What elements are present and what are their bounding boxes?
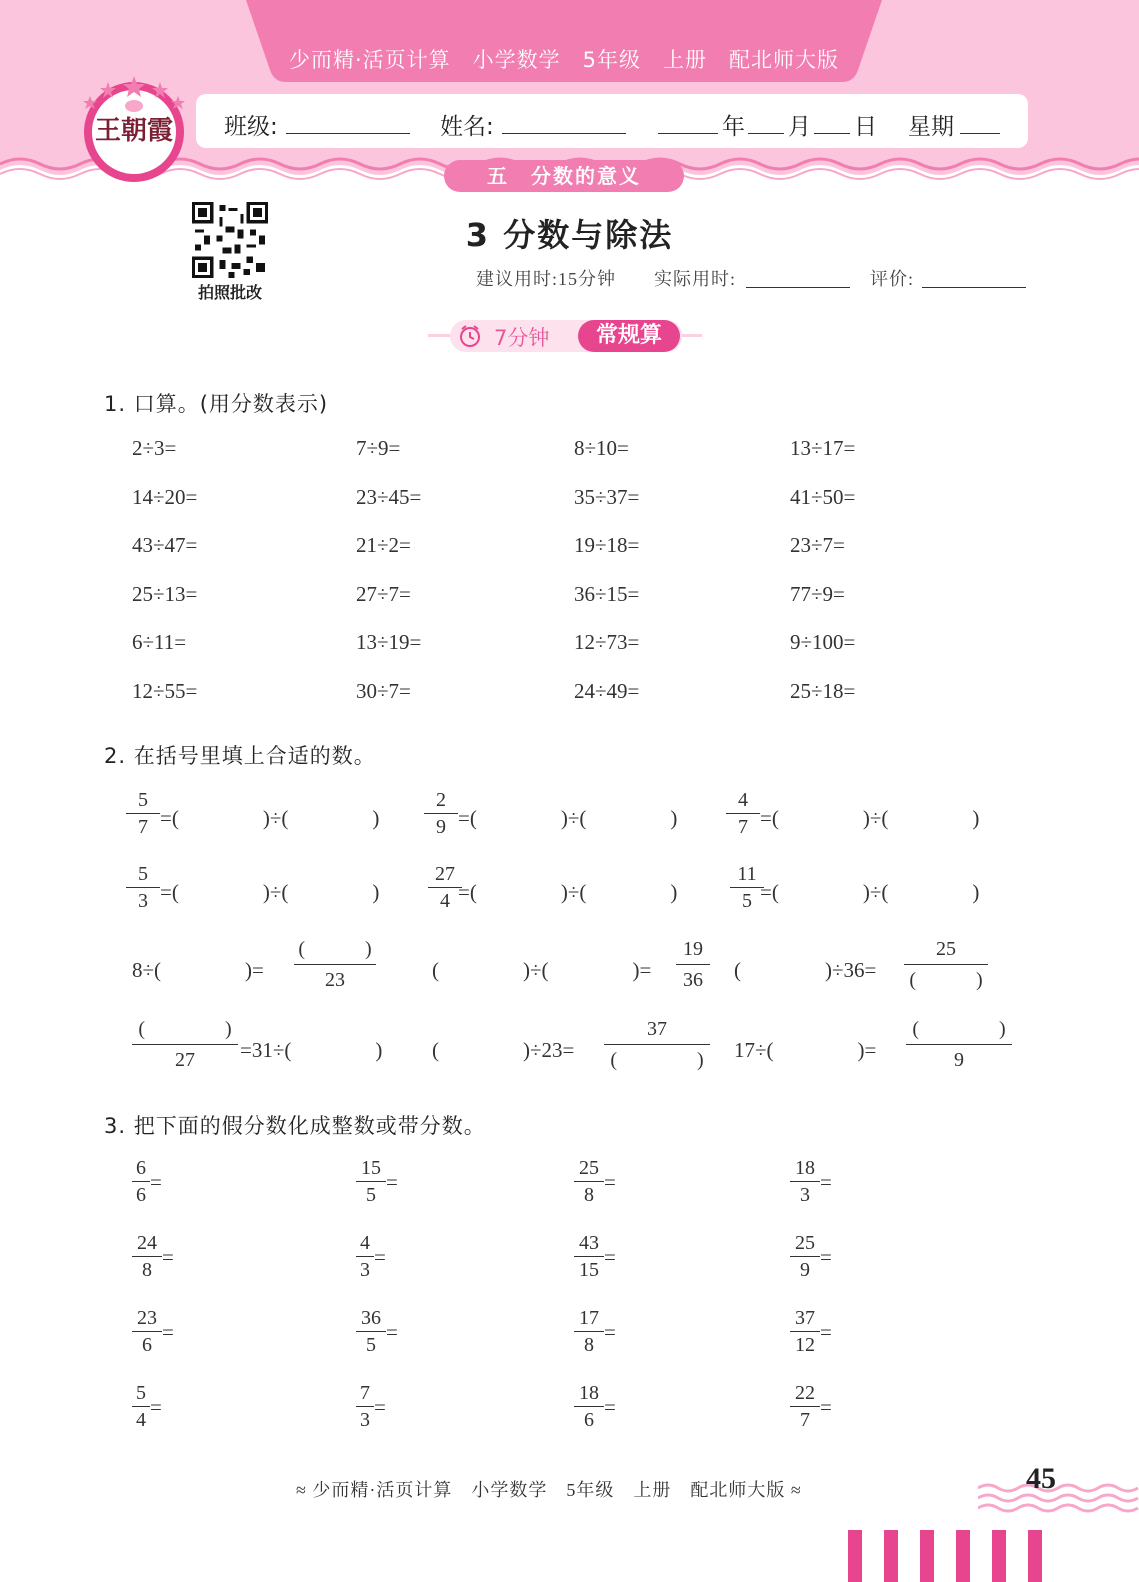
q2-numerator: 5	[138, 863, 148, 885]
q1-expression: 41÷50=	[790, 484, 856, 509]
q1-expression: 7÷9=	[356, 436, 401, 460]
q3-fraction	[574, 1381, 604, 1432]
name-label: 姓名:	[440, 114, 494, 140]
year-label: 年	[722, 114, 745, 140]
q1-expression: 6÷11=	[132, 630, 187, 655]
q2-r3-a-numerator[interactable]: ( )	[298, 938, 372, 960]
q3-numerator: 37	[795, 1307, 815, 1329]
q3-numerator: 18	[579, 1382, 599, 1404]
q1-expression: 23÷45=	[356, 484, 422, 509]
q2-r3-c-numerator: 25	[936, 938, 956, 960]
q2-denominator: 7	[738, 816, 748, 838]
q2-r4-c-numerator[interactable]: ( )	[912, 1018, 1006, 1040]
q2-numerator: 11	[737, 863, 757, 885]
footer-bar	[884, 1530, 898, 1582]
q2-r3-b-prefix: ( )÷( )=	[432, 958, 652, 982]
q3-equals-answer[interactable]: =	[604, 1170, 616, 1194]
q2-fraction	[428, 862, 462, 913]
q3-equals-answer[interactable]: =	[820, 1395, 832, 1419]
q2-fraction	[730, 862, 764, 913]
month-label: 月	[788, 114, 811, 140]
question-3-heading: 3. 把下面的假分数化成整数或带分数。	[104, 1114, 486, 1138]
q1-expression: 12÷73=	[574, 630, 640, 655]
q2-numerator: 4	[738, 789, 748, 811]
q1-expression: 25÷18=	[790, 679, 856, 703]
q1-expression: 24÷49=	[574, 679, 640, 703]
q3-numerator: 23	[137, 1307, 157, 1329]
question-2-heading: 2. 在括号里填上合适的数。	[104, 744, 376, 768]
q3-numerator: 17	[579, 1307, 599, 1329]
q3-fraction	[574, 1156, 604, 1207]
q3-denominator: 9	[800, 1259, 810, 1281]
q3-fraction	[356, 1156, 386, 1207]
q3-equals-answer[interactable]: =	[604, 1245, 616, 1269]
series-title: 少而精·活页计算 小学数学 5年级 上册 配北师大版	[288, 48, 840, 72]
q3-equals-answer[interactable]: =	[162, 1245, 174, 1269]
q3-fraction	[132, 1231, 162, 1282]
class-label: 班级:	[224, 114, 278, 140]
q1-expression: 77÷9=	[790, 581, 845, 606]
q3-numerator: 15	[361, 1157, 381, 1179]
timer-duration: 7分钟	[494, 326, 550, 350]
logo-text: 王朝霞	[94, 116, 173, 146]
q1-expression: 27÷7=	[356, 581, 411, 606]
alarm-clock-icon	[458, 324, 482, 348]
q2-r4-b-fraction	[604, 1016, 710, 1073]
q2-denominator: 4	[440, 890, 450, 912]
month-field[interactable]	[748, 133, 784, 134]
q3-fraction	[574, 1231, 604, 1282]
q2-blank-expression[interactable]: =( )÷( )	[160, 806, 380, 830]
q3-numerator: 36	[361, 1307, 381, 1329]
rating-field[interactable]	[922, 287, 1026, 288]
q2-blank-expression[interactable]: =( )÷( )	[458, 806, 678, 830]
q2-r4-a-fraction	[132, 1016, 238, 1073]
q3-equals-answer[interactable]: =	[374, 1395, 386, 1419]
q1-expression: 13÷19=	[356, 630, 422, 655]
q2-numerator: 5	[138, 789, 148, 811]
q3-numerator: 25	[795, 1232, 815, 1254]
q3-denominator: 12	[795, 1334, 815, 1356]
q2-denominator: 7	[138, 816, 148, 838]
q1-expression: 21÷2=	[356, 533, 411, 558]
q1-expression: 13÷17=	[790, 436, 856, 460]
footer-series: ≈ 少而精·活页计算 小学数学 5年级 上册 配北师大版 ≈	[296, 1480, 802, 1500]
day-field[interactable]	[814, 133, 850, 134]
q2-denominator: 3	[138, 890, 148, 912]
q3-fraction	[790, 1306, 820, 1357]
q3-denominator: 4	[136, 1409, 146, 1431]
q2-fraction	[126, 862, 160, 913]
q3-numerator: 5	[136, 1382, 146, 1404]
page-number: 45	[1026, 1462, 1056, 1495]
q3-equals-answer[interactable]: =	[386, 1320, 398, 1344]
q2-r3-a-prefix: 8÷( )=	[132, 958, 264, 982]
q3-numerator: 22	[795, 1382, 815, 1404]
q3-denominator: 7	[800, 1409, 810, 1431]
q2-r3-c-fraction	[904, 936, 988, 993]
q1-expression: 8÷10=	[574, 436, 629, 460]
weekday-label: 星期	[908, 114, 954, 140]
q1-expression: 19÷18=	[574, 533, 640, 558]
q2-r4-c-fraction	[906, 1016, 1012, 1073]
q1-expression: 35÷37=	[574, 484, 640, 509]
class-field[interactable]	[286, 133, 410, 134]
year-field[interactable]	[658, 133, 718, 134]
name-field[interactable]	[502, 133, 626, 134]
suggested-time: 建议用时:15分钟	[476, 269, 617, 289]
q3-fraction	[574, 1306, 604, 1357]
q3-equals-answer[interactable]: =	[820, 1320, 832, 1344]
q1-expression: 14÷20=	[132, 484, 198, 509]
q1-expression: 36÷15=	[574, 581, 640, 606]
footer-bar	[1028, 1530, 1042, 1582]
q3-denominator: 8	[142, 1259, 152, 1281]
q3-numerator: 4	[360, 1232, 370, 1254]
q3-numerator: 18	[795, 1157, 815, 1179]
q2-fraction	[424, 788, 458, 839]
q3-equals-answer[interactable]: =	[820, 1245, 832, 1269]
q2-r3-b-numerator: 19	[683, 938, 703, 960]
q3-denominator: 3	[800, 1184, 810, 1206]
q3-denominator: 15	[579, 1259, 599, 1281]
q3-denominator: 5	[366, 1184, 376, 1206]
q3-fraction	[132, 1156, 150, 1207]
actual-time-label: 实际用时:	[654, 269, 737, 289]
day-label: 日	[854, 114, 877, 140]
q1-expression: 30÷7=	[356, 679, 411, 703]
q2-r4-b-prefix: ( )÷23=	[432, 1038, 575, 1062]
q1-expression: 12÷55=	[132, 679, 198, 703]
q2-r3-c-denominator[interactable]: ( )	[909, 969, 983, 991]
q3-denominator: 8	[584, 1334, 594, 1356]
q2-r3-a-denominator: 23	[325, 969, 345, 991]
page-title: 3 分数与除法	[465, 216, 674, 254]
q3-fraction	[790, 1156, 820, 1207]
q2-blank-expression[interactable]: =( )÷( )	[760, 806, 980, 830]
q2-r4-a-suffix: =31÷( )	[240, 1038, 383, 1062]
q3-denominator: 3	[360, 1259, 370, 1281]
footer-waves	[978, 1478, 1139, 1518]
q3-fraction	[790, 1381, 820, 1432]
q3-equals-answer[interactable]: =	[150, 1395, 162, 1419]
q2-r3-b-fraction	[676, 936, 710, 993]
student-info-box	[196, 94, 1028, 148]
q3-fraction	[356, 1231, 374, 1282]
q2-r4-c-denominator: 9	[954, 1049, 964, 1071]
q3-numerator: 7	[360, 1382, 370, 1404]
q2-denominator: 9	[436, 816, 446, 838]
q2-r3-b-denominator: 36	[683, 969, 703, 991]
q2-r4-b-denominator[interactable]: ( )	[610, 1049, 704, 1071]
q3-equals-answer[interactable]: =	[604, 1395, 616, 1419]
q3-denominator: 5	[366, 1334, 376, 1356]
q2-fraction	[126, 788, 160, 839]
q3-equals-answer[interactable]: =	[604, 1320, 616, 1344]
q3-fraction	[356, 1381, 374, 1432]
q2-fraction	[726, 788, 760, 839]
q3-denominator: 6	[136, 1184, 146, 1206]
q3-denominator: 8	[584, 1184, 594, 1206]
q2-denominator: 5	[742, 890, 752, 912]
q2-r3-c-prefix: ( )÷36=	[734, 958, 877, 982]
q3-fraction	[356, 1306, 386, 1357]
rating-label: 评价:	[870, 269, 915, 289]
q2-numerator: 2	[436, 789, 446, 811]
footer-bar	[956, 1530, 970, 1582]
question-1-heading: 1. 口算。(用分数表示)	[104, 392, 329, 416]
section-badge: 五 分数的意义	[444, 160, 684, 192]
q2-r4-c-prefix: 17÷( )=	[734, 1038, 877, 1062]
q3-equals-answer[interactable]: =	[386, 1170, 398, 1194]
q2-numerator: 27	[435, 863, 455, 885]
q3-denominator: 6	[584, 1409, 594, 1431]
q3-equals-answer[interactable]: =	[374, 1245, 386, 1269]
q3-denominator: 6	[142, 1334, 152, 1356]
q1-expression: 2÷3=	[132, 436, 177, 460]
q1-expression: 25÷13=	[132, 581, 198, 606]
q2-blank-expression[interactable]: =( )÷( )	[458, 880, 678, 904]
timer-badge: 常规算	[578, 320, 680, 352]
q3-equals-answer[interactable]: =	[820, 1170, 832, 1194]
q3-numerator: 24	[137, 1232, 157, 1254]
q1-expression: 9÷100=	[790, 630, 856, 655]
footer-bar	[848, 1530, 862, 1582]
q1-expression: 23÷7=	[790, 533, 845, 558]
actual-time-field[interactable]	[746, 287, 850, 288]
qr-label: 拍照批改	[197, 283, 262, 302]
q3-equals-answer[interactable]: =	[150, 1170, 162, 1194]
q2-r4-a-denominator: 27	[175, 1049, 195, 1071]
footer-bar	[992, 1530, 1006, 1582]
q3-denominator: 3	[360, 1409, 370, 1431]
q3-fraction	[132, 1381, 150, 1432]
q3-equals-answer[interactable]: =	[162, 1320, 174, 1344]
footer-bar	[920, 1530, 934, 1582]
q1-expression: 43÷47=	[132, 533, 198, 558]
q3-fraction	[132, 1306, 162, 1357]
q3-numerator: 25	[579, 1157, 599, 1179]
q2-r3-a-fraction	[294, 936, 376, 993]
q3-numerator: 43	[579, 1232, 599, 1254]
q2-r4-a-numerator[interactable]: ( )	[138, 1018, 232, 1040]
q2-blank-expression[interactable]: =( )÷( )	[760, 880, 980, 904]
q3-fraction	[790, 1231, 820, 1282]
weekday-field[interactable]	[960, 133, 1000, 134]
q3-numerator: 6	[136, 1157, 146, 1179]
q2-blank-expression[interactable]: =( )÷( )	[160, 880, 380, 904]
q2-r4-b-numerator: 37	[647, 1018, 667, 1040]
